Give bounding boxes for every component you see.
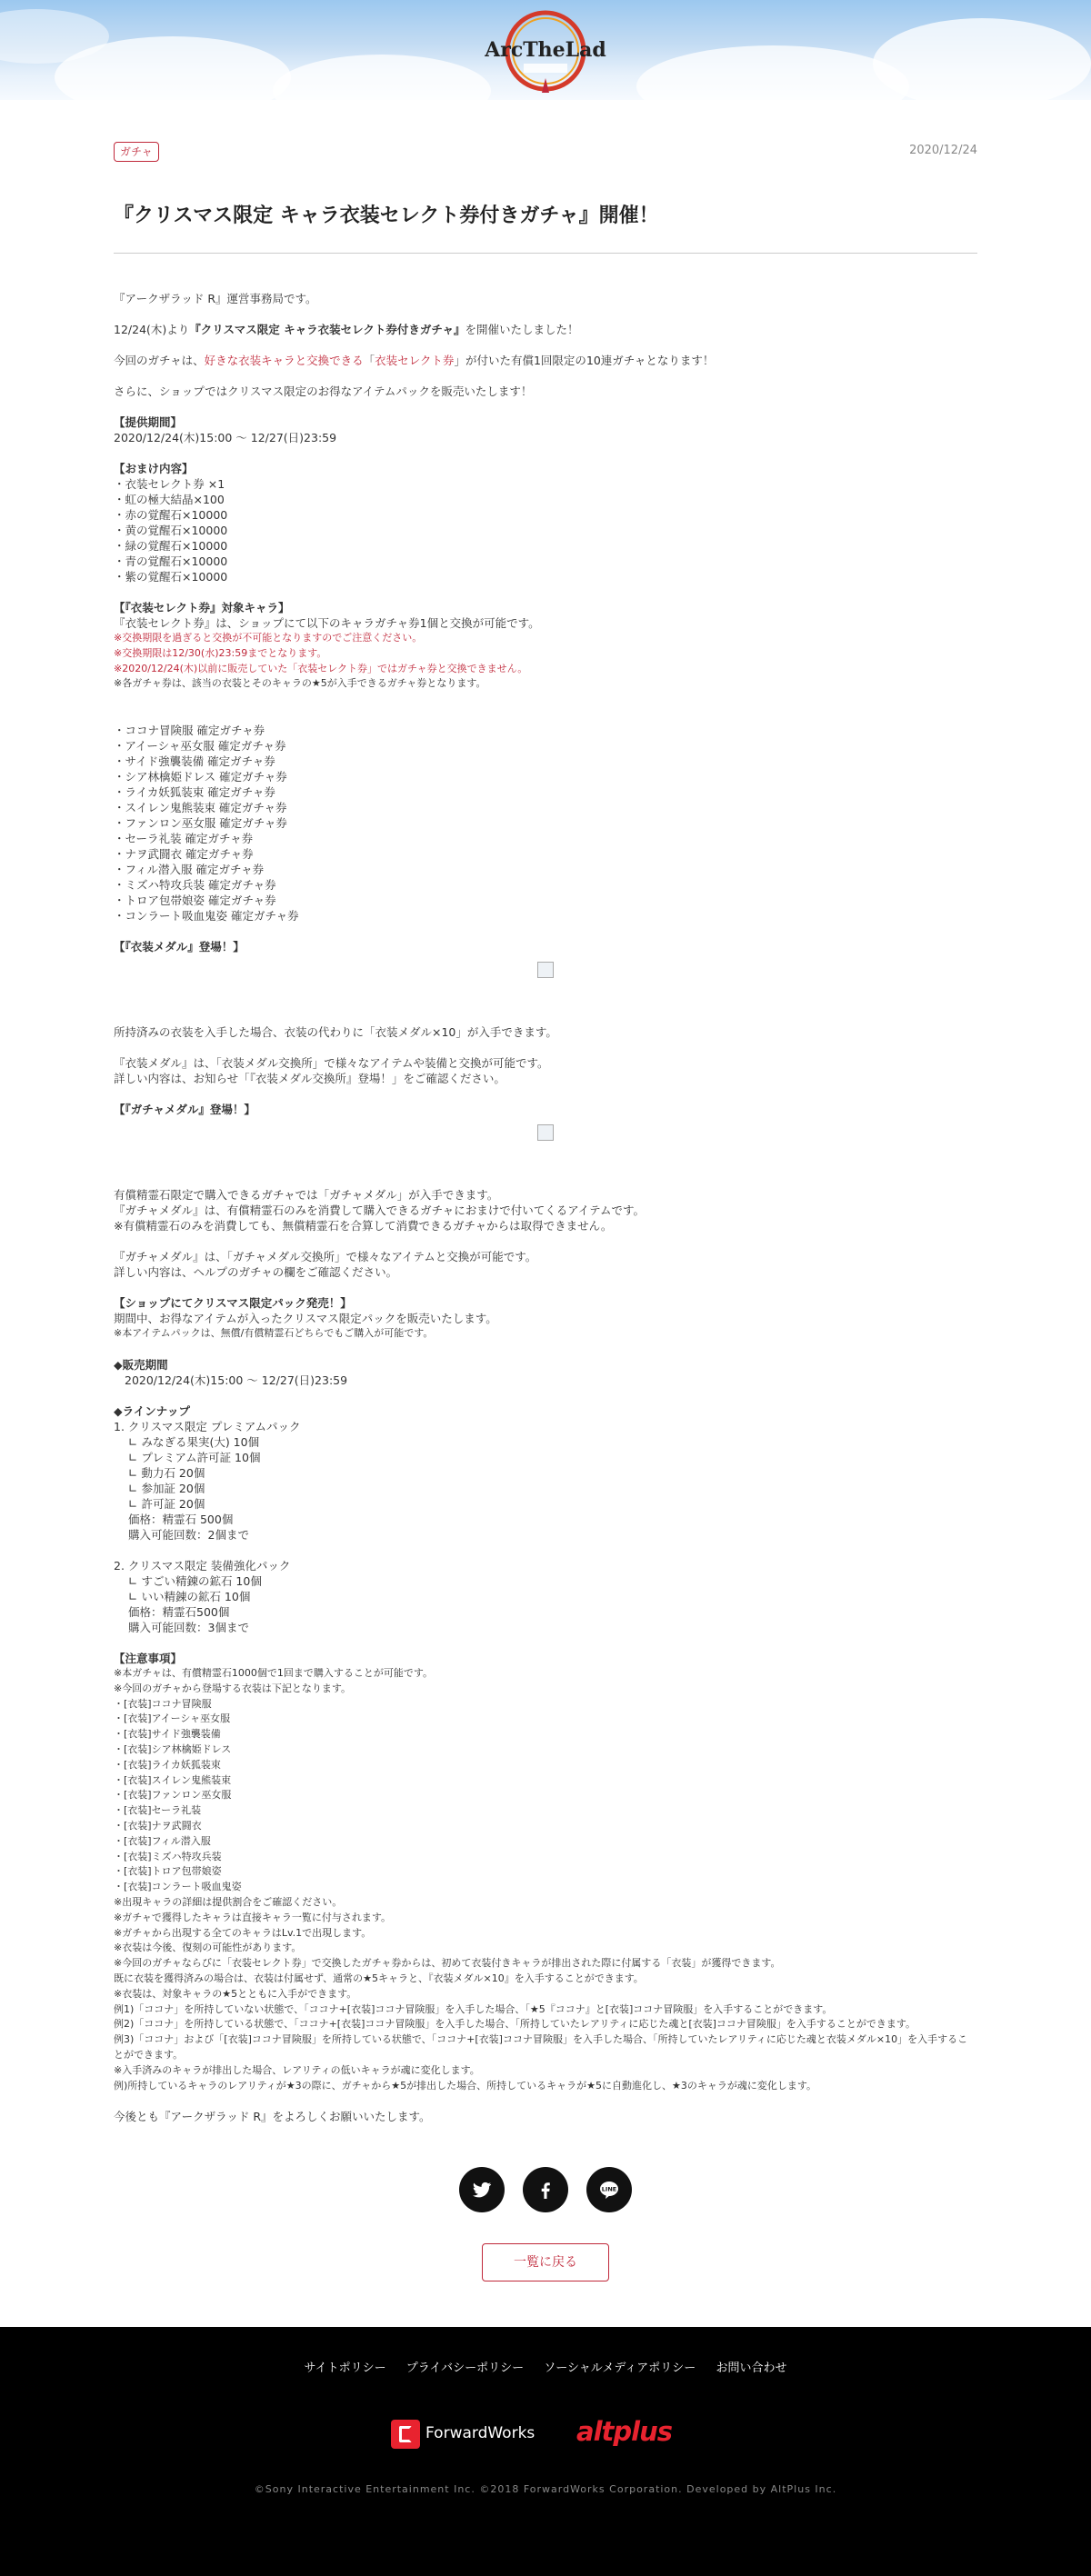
note-item: ※入手済みのキャラが排出した場合、レアリティの低いキャラが魂に変化します。 — [114, 2063, 480, 2076]
bonus-item: ・黄の覚醒石×10000 — [114, 524, 228, 537]
note-item: ※今回のガチャならびに「衣装セレクト券」で交換したガチャ券からは、初めて衣装付きキャラが排出された際に付属する「衣装」が獲得できます。 — [114, 1957, 781, 1970]
ticket-warning: ※交換期限は12/30(水)23:59までとなります。 — [114, 646, 327, 659]
cloud — [636, 45, 909, 127]
note-item: ※ガチャで獲得したキャラは直接キャラ一覧に付与されます。 — [114, 1911, 392, 1923]
medal-text: 詳しい内容は、お知らせ「『衣装メダル交換所』登場！」をご確認ください。 — [114, 1072, 505, 1086]
ticket-warning: ※交換期限を過ぎると交換が不可能となりますのでご注意ください。 — [114, 632, 423, 644]
cloud — [273, 55, 491, 127]
share-buttons — [459, 2167, 632, 2212]
note-item: ・[衣装]フィル潜入服 — [114, 1834, 211, 1847]
lineup-price: 価格：精霊石500個 — [128, 1604, 230, 1619]
period-heading: 【提供期間】 — [114, 415, 183, 429]
pack-note: ※本アイテムパックは、無償/有償精霊石どちらでもご購入が可能です。 — [114, 1327, 434, 1340]
gacha-ticket-item: ・ココナ冒険服 確定ガチャ券 — [114, 724, 265, 738]
bonus-item: ・赤の覚醒石×10000 — [114, 508, 228, 522]
ticket-description: 『衣装セレクト券』は、ショップにて以下のキャラガチャ券1個と交換が可能です。 — [114, 616, 540, 630]
lineup-item: ∟ すごい精錬の鉱石 10個 — [128, 1573, 262, 1588]
ticket-warning: ※2020/12/24(木)以前に販売していた「衣装セレクト券」ではガチャ券と交換できません。 — [114, 662, 528, 674]
closing: 今後とも『アークザラッド R』をよろしくお願いいたします。 — [114, 2110, 431, 2124]
intro: 12/24(木)より『クリスマス限定 キャラ衣装セレクト券付きガチャ』を開催いたしました！ — [114, 323, 579, 336]
period-text: 2020/12/24(木)15:00 〜 12/27(日)23:59 — [114, 431, 337, 444]
medal-text: 所持済みの衣装を入手した場合、衣装の代わりに「衣装メダル×10」が入手できます。 — [114, 1025, 557, 1040]
gacha-ticket-item: ・ライカ妖狐装束 確定ガチャ券 — [114, 785, 275, 800]
note-item: 既に衣装を獲得済みの場合は、衣装は付属せず、通常の★5キャラと、『衣装メダル×10』を入手することができます。 — [114, 1972, 644, 1984]
publish-date: 2020/12/24 — [909, 144, 977, 157]
pack-text: 期間中、お得なアイテムが入ったクリスマス限定パックを販売いたします。 — [114, 1312, 497, 1326]
gacha-ticket-item: ・セーラ礼装 確定ガチャ券 — [114, 832, 254, 846]
forwardworks-logo[interactable]: ForwardWorks — [425, 2424, 535, 2442]
line-share-button[interactable] — [586, 2167, 632, 2212]
footer-link-social-media-policy[interactable]: ソーシャルメディアポリシー — [544, 2361, 696, 2375]
gacha-ticket-item: ・フィル潜入服 確定ガチャ券 — [114, 863, 265, 877]
footer-link-contact[interactable]: お問い合わせ — [716, 2361, 787, 2375]
gacha-medal-text: 詳しい内容は、ヘルプのガチャの欄をご確認ください。 — [114, 1265, 398, 1280]
lineup-item: ∟ 動力石 20個 — [128, 1465, 205, 1480]
gacha-ticket-item: ・トロア包帯娘姿 確定ガチャ券 — [114, 894, 276, 908]
gacha-medal-text: 『ガチャメダル』は、「ガチャメダル交換所」で様々なアイテムと交換が可能です。 — [114, 1250, 537, 1264]
lineup-title: 2. クリスマス限定 装備強化パック — [114, 1558, 291, 1573]
footer-link-site-policy[interactable]: サイトポリシー — [304, 2361, 386, 2375]
lineup-heading: ◆ラインナップ — [114, 1403, 190, 1418]
bonus-item: ・虹の極大結晶×100 — [114, 493, 225, 506]
forwardworks-logo-icon — [391, 2420, 420, 2449]
note-item: ※衣装は、対象キャラの★5とともに入手ができます。 — [114, 1987, 357, 2000]
company-logos — [391, 2414, 700, 2454]
ticket-note: ※各ガチャ券は、該当の衣装とそのキャラの★5が入手できるガチャ券となります。 — [114, 677, 486, 690]
ticket-heading: 【『衣装セレクト券』対象キャラ】 — [114, 601, 290, 614]
gacha-ticket-item: ・コンラート吸血鬼姿 確定ガチャ券 — [114, 909, 299, 924]
shop-note: さらに、ショップではクリスマス限定のお得なアイテムパックを販売いたします！ — [114, 384, 533, 398]
footer — [0, 2327, 1091, 2576]
lineup-price: 価格：精霊石 500個 — [128, 1512, 234, 1526]
notes-list — [114, 1666, 977, 2093]
game-logo[interactable] — [485, 5, 606, 96]
gacha-medal-text: 『ガチャメダル』は、有償精霊石のみを消費して購入できるガチャにおまけで付いてくるアイテムです。 — [114, 1203, 646, 1218]
bonus-item: ・緑の覚醒石×10000 — [114, 539, 228, 553]
lineup-item: ∟ みなぎる果実(大) 10個 — [128, 1434, 260, 1449]
gacha-ticket-item: ・ミズハ特攻兵装 確定ガチャ券 — [114, 878, 276, 893]
note-item: 例2)「ココナ」を所持している状態で、「ココナ+[衣装]ココナ冒険服」を入手した場合、「所持していたレアリティに応じた魂と[衣装]ココナ冒険服」を入手することができます。 — [114, 2018, 916, 2031]
medal-image — [537, 962, 554, 978]
gacha-medal-text: 有償精霊石限定で購入できるガチャでは「ガチャメダル」が入手できます。 — [114, 1188, 499, 1203]
article-body — [114, 291, 977, 2124]
note-item: 例)所持しているキャラのレアリティが★3の際に、ガチャから★5が排出した場合、所持しているキャラが★5に自動進化し、★3のキャラが魂に変化します。 — [114, 2079, 816, 2092]
note-item: ・[衣装]セーラ礼装 — [114, 1804, 202, 1817]
note-item: ※今回のガチャから登場する衣装は下記となります。 — [114, 1682, 352, 1694]
svg-text:ArcTheLad: ArcTheLad — [485, 38, 606, 62]
copyright: ©Sony Interactive Entertainment Inc. ©2018 ForwardWorks Corporation. Developed by AltPlus Inc. — [254, 2483, 837, 2495]
note-item: ※本ガチャは、有償精霊石1000個で1回まで購入することが可能です。 — [114, 1666, 433, 1679]
note-item: ・[衣装]コンラート吸血鬼姿 — [114, 1881, 242, 1893]
note-item: 例1)「ココナ」を所持していない状態で、「ココナ+[衣装]ココナ冒険服」を入手した場合、「★5『ココナ』と[衣装]ココナ冒険服」を入手することができます。 — [114, 2002, 833, 2015]
note-item: ・[衣装]トロア包帯娘姿 — [114, 1865, 222, 1878]
pack-heading: 【ショップにてクリスマス限定パック発売！】 — [114, 1296, 352, 1311]
gacha-ticket-item: ・サイド強襲装備 確定ガチャ券 — [114, 754, 275, 769]
sale-period: 2020/12/24(木)15:00 〜 12/27(日)23:59 — [125, 1373, 348, 1387]
gacha-medal-image — [537, 1124, 554, 1141]
twitter-share-button[interactable] — [459, 2167, 505, 2212]
lineup-limit: 購入可能回数：3個まで — [128, 1620, 249, 1634]
note-item: ・[衣装]ライカ妖狐装束 — [114, 1758, 221, 1771]
line-icon — [598, 2179, 620, 2201]
lineup-title: 1. クリスマス限定 プレミアムパック — [114, 1419, 301, 1433]
facebook-icon — [535, 2179, 556, 2201]
altplus-logo[interactable]: altplus — [576, 2416, 672, 2447]
notes-heading: 【注意事項】 — [114, 1651, 183, 1665]
greeting: 『アークザラッド R』運営事務局です。 — [114, 292, 317, 305]
footer-link-privacy-policy[interactable]: プライバシーポリシー — [405, 2361, 525, 2375]
bonus-item: ・紫の覚醒石×10000 — [114, 570, 228, 584]
lineup-item: ∟ 参加証 20個 — [128, 1481, 205, 1495]
note-item: ・[衣装]シア林檎姫ドレス — [114, 1742, 232, 1755]
sale-period-heading: ◆販売期間 — [114, 1357, 168, 1372]
note-item: ・[衣装]サイド強襲装備 — [114, 1728, 221, 1741]
gacha-ticket-item: ・ファンロン巫女服 確定ガチャ券 — [114, 816, 287, 831]
note-item: ・[衣装]ココナ冒険服 — [114, 1697, 212, 1710]
bonus-heading: 【おまけ内容】 — [114, 462, 194, 475]
medal-heading: 【『衣装メダル』登場！】 — [114, 940, 245, 954]
back-to-list-button[interactable]: 一覧に戻る — [482, 2243, 609, 2281]
gacha-medal-heading: 【『ガチャメダル』登場！】 — [114, 1103, 255, 1117]
title-divider — [114, 253, 977, 254]
footer-nav — [0, 2358, 1091, 2375]
gacha-ticket-item: ・アイーシャ巫女服 確定ガチャ券 — [114, 739, 286, 754]
lineup-item: ∟ 許可証 20個 — [128, 1496, 205, 1511]
note-item: ※衣装は今後、復刻の可能性があります。 — [114, 1942, 302, 1954]
cloud — [873, 18, 1091, 109]
gacha-ticket-item: ・シア林檎姫ドレス 確定ガチャ券 — [114, 770, 287, 784]
note-item: ・[衣装]スイレン鬼熊装束 — [114, 1773, 232, 1786]
medal-text: 『衣装メダル』は、「衣装メダル交換所」で様々なアイテムや装備と交換が可能です。 — [114, 1056, 549, 1071]
gacha-medal-text: ※有償精霊石のみを消費しても、無償精霊石を合算して消費できるガチャからは取得できません。 — [114, 1219, 613, 1233]
lineup-limit: 購入可能回数：2個まで — [128, 1527, 249, 1542]
note-item: ・[衣装]ナヲ武闘衣 — [114, 1819, 202, 1832]
note-item: ※出現キャラの詳細は提供割合をご確認ください。 — [114, 1895, 343, 1908]
bonus-item: ・青の覚醒石×10000 — [114, 554, 228, 568]
svg-text:LINE: LINE — [601, 2185, 617, 2193]
note-item: ・[衣装]ミズハ特攻兵装 — [114, 1850, 222, 1862]
note-item: ※ガチャから出現する全てのキャラはLv.1で出現します。 — [114, 1926, 372, 1939]
gacha-description: 今回のガチャは、好きな衣装キャラと交換できる「衣装セレクト券」が付いた有償1回限定の10連ガチャとなります！ — [114, 354, 715, 367]
lineup-item: ∟ プレミアム許可証 10個 — [128, 1450, 261, 1464]
twitter-icon — [471, 2179, 493, 2201]
lineup-item: ∟ いい精錬の鉱石 10個 — [128, 1589, 251, 1603]
facebook-share-button[interactable] — [523, 2167, 568, 2212]
article-title: 『クリスマス限定 キャラ衣装セレクト券付きガチャ』開催！ — [114, 205, 659, 227]
bonus-item: ・衣装セレクト券 ×1 — [114, 477, 225, 491]
note-item: 例3)「ココナ」および「[衣装]ココナ冒険服」を所持している状態で、「ココナ+[衣装]ココナ冒険服」を入手した場合、「所持していたレアリティに応じた魂と衣装メダル×10」を入手することができます。 — [114, 2033, 968, 2061]
category-badge[interactable]: ガチャ — [114, 142, 159, 162]
gacha-ticket-item: ・スイレン鬼熊装束 確定ガチャ券 — [114, 801, 287, 815]
gacha-ticket-item: ・ナヲ武闘衣 確定ガチャ券 — [114, 847, 254, 862]
note-item: ・[衣装]アイーシャ巫女服 — [114, 1712, 231, 1725]
header-banner — [0, 0, 1091, 100]
note-item: ・[衣装]ファンロン巫女服 — [114, 1789, 232, 1802]
